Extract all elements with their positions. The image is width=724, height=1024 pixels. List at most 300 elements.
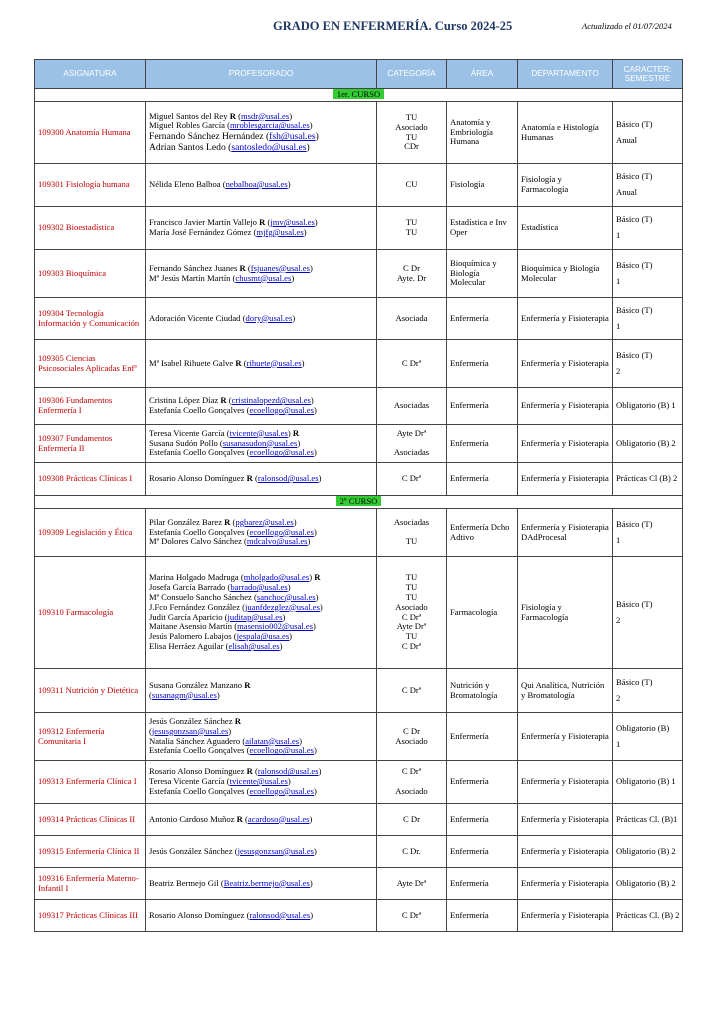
category-value: C Dr. — [402, 845, 421, 856]
area-cell: Enfermería — [447, 761, 518, 804]
caracter-value: Básico (T) — [616, 676, 653, 687]
professor-line: Mª Consuelo Sancho Sánchez (sanchoc@usal.es) — [149, 591, 319, 602]
professor-line: Teresa Vicente García (tvicente@usal.es) R — [149, 427, 300, 438]
table-row — [35, 761, 683, 804]
area-cell: Farmacología — [447, 557, 518, 669]
col-area: ÁREA — [447, 60, 518, 89]
caracter-value: Prácticas Cl (B) 2 — [616, 473, 678, 484]
professor-email-link[interactable]: santosledo@usal.es — [231, 142, 307, 154]
professors-cell — [146, 557, 377, 669]
category-cell — [377, 836, 447, 868]
professor-email-link[interactable]: rihuete@usal.es — [246, 357, 302, 368]
professor-email-link[interactable]: mholgado@usal.es — [243, 572, 310, 582]
professor-line: María José Fernández Gómez (mjfg@usal.es) — [149, 227, 307, 237]
subject-cell: 109304 Tecnología Información y Comunicación — [35, 298, 146, 340]
professor-name: Estefanía Coello Gonçalves — [149, 785, 245, 796]
area-cell: Enfermería — [447, 425, 518, 463]
category-cell — [377, 900, 447, 932]
caracter-cell — [613, 463, 683, 496]
professor-name: Mª Consuelo Sancho Sánchez — [149, 591, 252, 602]
professor-email-link[interactable]: mdcalvo@usal.es — [246, 536, 308, 547]
professor-line: Mª Jesús Martín Martín (chusmt@usal.es) — [149, 272, 295, 283]
caracter-cell — [613, 509, 683, 557]
category-value: Asociado — [395, 601, 428, 612]
responsible-mark: R — [246, 473, 253, 484]
professor-name: Mª Dolores Calvo Sánchez — [149, 536, 242, 547]
professor-name: Mª Isabel Rihuete Galve — [149, 357, 234, 368]
department-cell: Enfermería y Fisioterapia — [518, 713, 613, 761]
caracter-value: Prácticas Cl. (B) 2 — [616, 909, 680, 920]
caracter-cell — [613, 164, 683, 207]
caracter-cell — [613, 836, 683, 868]
department-cell: Enfermería y Fisioterapia — [518, 900, 613, 932]
professors-cell — [146, 836, 377, 868]
course-label: 1er. CURSO — [333, 89, 384, 99]
professor-name: Cristina López Díaz — [149, 395, 219, 406]
category-cell — [377, 761, 447, 804]
professor-name: Josefa García Barrado — [149, 581, 226, 592]
category-value: C Dr — [403, 262, 420, 273]
table-row — [35, 804, 683, 836]
professors-cell — [146, 340, 377, 388]
category-value: C Drª — [401, 766, 422, 777]
professor-email-link[interactable]: elisah@usal.es — [228, 641, 280, 652]
professor-line: Adrian Santos Ledo (santosledo@usal.es) — [149, 142, 310, 154]
caracter-cell — [613, 250, 683, 298]
professor-name: Estefanía Coello Gonçalves — [149, 526, 245, 537]
professor-line: Mª Isabel Rihuete Galve R (rihuete@usal.es) — [149, 357, 305, 368]
responsible-mark: R — [236, 813, 243, 824]
area-cell: Enfermería — [447, 340, 518, 388]
subject-cell: 109307 Fundamentos Enfermería II — [35, 425, 146, 463]
table-row — [35, 298, 683, 340]
professor-email-link[interactable]: Beatriz.bermejo@usal.es — [223, 877, 310, 888]
semestre-value: 1 — [616, 738, 621, 749]
subject-cell: 109310 Farmacología — [35, 557, 146, 669]
caracter-cell — [613, 804, 683, 836]
semestre-value: 2 — [616, 692, 621, 703]
professor-name: Adrian Santos Ledo — [149, 142, 226, 154]
category-value: TU — [405, 581, 418, 592]
professor-name: Rosario Alonso Domínguez — [149, 473, 245, 484]
responsible-mark: R — [239, 262, 246, 273]
professor-name: Susana González Manzano — [149, 679, 243, 690]
subject-cell: 109301 Fisiología humana — [35, 164, 146, 207]
professor-name: Estefanía Coello Gonçalves — [149, 745, 245, 756]
department-cell: Enfermería y Fisioterapia — [518, 868, 613, 900]
table-row — [35, 836, 683, 868]
professor-email-link[interactable]: jespala@usa.es — [236, 631, 290, 642]
professor-email-link[interactable]: ecoellogo@usal.es — [249, 405, 314, 415]
professor-name: Francisco Javier Martín Vallejo — [149, 217, 257, 228]
professor-email-link[interactable]: juditap@usal.es — [227, 611, 283, 622]
department-cell: Enfermería y Fisioterapia — [518, 388, 613, 425]
professor-email-link[interactable]: jesusgonzsan@usal.es — [151, 725, 229, 736]
professors-cell — [146, 669, 377, 713]
professor-line: Cristina López Díaz R (cristinalopezd@usal.es) — [149, 395, 314, 406]
subject-cell: 109314 Prácticas Clínicas II — [35, 804, 146, 836]
caracter-cell — [613, 557, 683, 669]
professor-email-link[interactable]: acardoso@usal.es — [247, 813, 310, 824]
category-value: C Drª — [401, 909, 422, 920]
semestre-value: Anual — [616, 134, 638, 145]
caracter-value: Obligatorio (B) 2 — [616, 437, 676, 448]
professor-email-link[interactable]: mjfg@usal.es — [256, 227, 304, 237]
category-cell — [377, 164, 447, 207]
professor-line: Estefanía Coello Gonçalves (ecoellogo@usal.es) — [149, 785, 317, 796]
category-cell — [377, 388, 447, 425]
area-cell: Enfermería — [447, 868, 518, 900]
professor-name: María José Fernández Gómez — [149, 227, 252, 237]
caracter-cell — [613, 868, 683, 900]
professor-email-link[interactable]: ailatan@usal.es — [245, 735, 300, 746]
department-cell: Enfermería y Fisioterapia — [518, 298, 613, 340]
caracter-value: Básico (T) — [616, 598, 653, 609]
professor-email-link[interactable]: cristinalopezd@usal.es — [231, 395, 311, 406]
caracter-cell — [613, 298, 683, 340]
professor-email-link[interactable]: tvicente@usal.es — [229, 427, 288, 438]
professor-line: Miguel Santos del Rey R (msdr@usal.es) — [149, 110, 293, 121]
professor-name: Antonio Cardoso Muñoz — [149, 813, 235, 824]
category-cell — [377, 463, 447, 496]
category-value: TU — [405, 536, 418, 547]
professor-email-link[interactable]: susanasudon@usal.es — [222, 437, 298, 448]
area-cell: Enfermería — [447, 804, 518, 836]
area-cell: Enfermería — [447, 900, 518, 932]
professor-line: Fernando Sánchez Juanes R (fsjuanes@usal.es) — [149, 262, 313, 273]
department-cell: Enfermería y Fisioterapia — [518, 804, 613, 836]
professor-name: Miguel Robles García — [149, 120, 225, 131]
professor-email-link[interactable]: ralonsod@usal.es — [257, 766, 319, 777]
department-cell: Estadística — [518, 207, 613, 250]
area-cell: Enfermería — [447, 836, 518, 868]
table-row — [35, 425, 683, 463]
category-value: Asociado — [395, 735, 428, 746]
category-value: C Dr — [403, 725, 420, 736]
subject-cell: 109315 Enfermería Clínica II — [35, 836, 146, 868]
area-cell: Enfermería — [447, 388, 518, 425]
subjects-table — [34, 59, 683, 932]
table-row — [35, 207, 683, 250]
department-cell: Enfermería y Fisioterapia — [518, 463, 613, 496]
category-value: Ayte Drª — [396, 877, 427, 888]
professor-line: Beatriz Bermejo Gil (Beatriz.bermejo@usal.es) — [149, 877, 313, 888]
professor-name: Miguel Santos del Rey — [149, 110, 228, 121]
professor-line: Rosario Alonso Domínguez (ralonsod@usal.es) — [149, 909, 314, 920]
professor-email-link[interactable]: ecoellogo@usal.es — [249, 745, 314, 756]
professor-name: Teresa Vicente García — [149, 776, 225, 787]
category-value: C Drª — [401, 684, 422, 695]
professor-name: Rosario Alonso Domínguez — [149, 766, 245, 777]
caracter-cell — [613, 340, 683, 388]
professor-name: Nélida Eleno Balboa — [149, 179, 221, 190]
category-value: C Drª — [401, 611, 422, 622]
professor-name: Mª Jesús Martín Martín — [149, 272, 231, 283]
caracter-value: Obligatorio (B) 2 — [616, 845, 676, 856]
semestre-value: 1 — [616, 534, 621, 545]
professor-name: Beatriz Bermejo Gil — [149, 877, 219, 888]
professor-line: Rosario Alonso Domínguez R (ralonsod@usal.es) — [149, 473, 322, 484]
professor-line: Antonio Cardoso Muñoz R (acardoso@usal.es) — [149, 813, 313, 824]
category-value: C Drª — [401, 473, 422, 484]
professor-name: Fernando Sánchez Juanes — [149, 262, 238, 273]
professor-line: Miguel Robles García (mroblesgarcia@usal.es) — [149, 120, 313, 131]
subject-cell: 109309 Legislación y Ética — [35, 509, 146, 557]
caracter-cell — [613, 207, 683, 250]
category-value: Asociadas — [393, 400, 430, 411]
category-value: TU — [405, 227, 418, 237]
area-cell: Estadística e Inv Oper — [447, 207, 518, 250]
caracter-cell — [613, 669, 683, 713]
professors-cell — [146, 298, 377, 340]
professor-name: Adoración Vicente Ciudad — [149, 312, 241, 323]
category-value: Asociada — [395, 312, 428, 323]
responsible-mark: R — [224, 516, 231, 527]
professor-line: Maitane Asensio Martín (masensio002@usal.es) — [149, 621, 316, 632]
professors-cell — [146, 804, 377, 836]
caracter-value: Básico (T) — [616, 259, 653, 270]
subject-cell: 109302 Bioestadística — [35, 207, 146, 250]
semestre-value: Anual — [616, 187, 638, 197]
professor-email-link[interactable]: ecoellogo@usal.es — [249, 526, 314, 537]
professors-cell — [146, 388, 377, 425]
professor-line: Jesús González Sánchez (jesusgonzsan@usal.es) — [149, 845, 317, 856]
category-value: Ayte. Dr — [396, 272, 427, 283]
professor-line: Nélida Eleno Balboa (nebalboa@usal.es) — [149, 179, 291, 190]
category-value: Asociado — [395, 121, 428, 132]
category-cell — [377, 250, 447, 298]
professor-name: Fernando Sánchez Hernández — [149, 131, 264, 143]
responsible-mark: R — [244, 679, 251, 690]
category-value: C Dr — [403, 813, 420, 824]
subject-cell: 109303 Bioquímica — [35, 250, 146, 298]
professor-line: Francisco Javier Martín Vallejo R (jmv@usal.es) — [149, 217, 318, 228]
professor-line: Natalia Sánchez Aguadero (ailatan@usal.es) — [149, 735, 303, 746]
responsible-mark: R — [234, 715, 241, 726]
department-cell: Enfermería y Fisioterapia — [518, 340, 613, 388]
category-cell — [377, 804, 447, 836]
department-cell: Enfermería y Fisioterapia — [518, 836, 613, 868]
subject-cell: 109317 Prácticas Clínicas III — [35, 900, 146, 932]
professor-line: Fernando Sánchez Hernández (fsh@usal.es) — [149, 131, 319, 143]
professor-email-link[interactable]: mroblesgarcia@usal.es — [229, 120, 310, 131]
category-value: TU — [405, 217, 418, 228]
subject-cell: 109305 Ciencias Psicosociales Aplicadas Enfª — [35, 340, 146, 388]
professor-email-link[interactable]: chusmt@usal.es — [235, 272, 292, 283]
subject-cell: 109308 Prácticas Clínicas I — [35, 463, 146, 496]
professors-cell — [146, 102, 377, 164]
table-row — [35, 463, 683, 496]
subject-cell: 109313 Enfermería Clínica I — [35, 761, 146, 804]
category-value: Asociado — [395, 785, 428, 796]
semestre-value: 2 — [616, 365, 621, 376]
table-row — [35, 340, 683, 388]
professor-name: Natalia Sánchez Aguadero — [149, 735, 241, 746]
professors-cell — [146, 761, 377, 804]
professor-email-link[interactable]: ecoellogo@usal.es — [249, 447, 314, 458]
professor-line: Josefa García Barrado (barrado@usal.es) — [149, 581, 291, 592]
category-value: CU — [405, 179, 418, 190]
caracter-value: Básico (T) — [616, 518, 653, 529]
responsible-mark: R — [246, 766, 253, 777]
professor-line: Estefanía Coello Gonçalves (ecoellogo@usal.es) — [149, 405, 317, 415]
caracter-value: Básico (T) — [616, 349, 653, 360]
professor-line: Estefanía Coello Gonçalves (ecoellogo@usal.es) — [149, 526, 317, 537]
professor-name: Estefanía Coello Gonçalves — [149, 405, 245, 415]
responsible-mark: R — [220, 395, 227, 406]
department-cell: Enfermería y Fisioterapia DAdProcesal — [518, 509, 613, 557]
table-row — [35, 713, 683, 761]
professor-email-link[interactable]: ralonsod@usal.es — [249, 909, 311, 920]
semestre-value: 1 — [616, 230, 621, 240]
category-value: Ayte Drª — [396, 621, 427, 632]
professor-email-link[interactable]: susanagm@usal.es — [151, 689, 217, 700]
professor-line: Elisa Herráez Aguilar (elisah@usal.es) — [149, 641, 283, 652]
professors-cell — [146, 425, 377, 463]
professor-email-link[interactable]: barrado@usal.es — [230, 581, 288, 592]
professor-name: Estefanía Coello Gonçalves — [149, 447, 245, 458]
department-cell: Fisiología y Farmacología — [518, 557, 613, 669]
professor-email-link[interactable]: msdr@usal.es — [240, 110, 290, 121]
table-row — [35, 250, 683, 298]
department-cell: Enfermería y Fisioterapia — [518, 761, 613, 804]
professor-name: Maitane Asensio Martín — [149, 621, 233, 632]
category-cell — [377, 298, 447, 340]
subject-cell: 109316 Enfermería Materno-Infantil I — [35, 868, 146, 900]
department-cell: Bioquímica y Biología Molecular — [518, 250, 613, 298]
category-value: TU — [405, 131, 418, 142]
category-value: Asociadas — [393, 447, 430, 458]
responsible-mark: R — [229, 110, 236, 121]
professor-line: Teresa Vicente García (tvicente@usal.es) — [149, 776, 291, 787]
table-row — [35, 868, 683, 900]
caracter-cell — [613, 761, 683, 804]
professor-line: Susana Sudón Pollo (susanasudon@usal.es) — [149, 437, 301, 448]
professor-email-link[interactable]: dory@usal.es — [245, 312, 293, 323]
subject-cell: 109311 Nutrición y Dietética — [35, 669, 146, 713]
caracter-value: Obligatorio (B) 2 — [616, 877, 676, 888]
professor-line: Estefanía Coello Gonçalves (ecoellogo@usal.es) — [149, 447, 317, 458]
caracter-value: Obligatorio (B) 1 — [616, 776, 676, 787]
subject-cell: 109300 Anatomía Humana — [35, 102, 146, 164]
caracter-value: Básico (T) — [616, 171, 653, 182]
professor-email-link[interactable]: pgbarez@usal.es — [235, 516, 294, 527]
table-row — [35, 900, 683, 932]
professor-email-link[interactable]: tvicente@usal.es — [229, 776, 288, 787]
category-value: C Drª — [401, 357, 422, 368]
caracter-cell — [613, 425, 683, 463]
category-value: TU — [405, 591, 418, 602]
caracter-value: Prácticas Cl. (B)1 — [616, 813, 678, 824]
caracter-value: Básico (T) — [616, 118, 653, 129]
professor-name: Jesús Palomero Labajos — [149, 631, 232, 642]
table-row — [35, 164, 683, 207]
professor-line: Rosario Alonso Domínguez R (ralonsod@usal.es) — [149, 766, 322, 777]
category-value: TU — [405, 572, 418, 582]
caracter-value: Obligatorio (B) — [616, 722, 670, 733]
professor-email-link[interactable]: jmv@usal.es — [270, 217, 315, 228]
department-cell: Qui Analítica, Nutrición y Bromatología — [518, 669, 613, 713]
professor-email-line: (jesusgonzsan@usal.es) — [149, 725, 232, 736]
category-cell — [377, 868, 447, 900]
professor-name: Rosario Alonso Domínguez — [149, 909, 245, 920]
caracter-value: Básico (T) — [616, 214, 653, 225]
professor-line: Pilar González Barez R (pgbarez@usal.es) — [149, 516, 297, 527]
professor-name: Teresa Vicente García — [149, 427, 225, 438]
category-cell — [377, 557, 447, 669]
responsible-mark: R — [259, 217, 266, 228]
header-row — [35, 60, 683, 89]
caracter-value: Básico (T) — [616, 304, 653, 315]
col-caracter-semestre: CARACTER: SEMESTRE — [613, 60, 683, 89]
updated-date: Actualizado el 01/07/2024 — [582, 21, 672, 31]
professor-name: Jesús González Sánchez — [149, 845, 233, 856]
professor-email-link[interactable]: fsh@usal.es — [269, 131, 316, 143]
table-row — [35, 669, 683, 713]
responsible-mark: R — [292, 427, 300, 438]
professor-email-link[interactable]: ralonsod@usal.es — [257, 473, 319, 484]
department-cell: Fisiología y Farmacología — [518, 164, 613, 207]
category-value: Asociadas — [393, 516, 430, 527]
professors-cell — [146, 868, 377, 900]
professor-email-link[interactable]: juanfdezglez@usal.es — [244, 601, 320, 612]
category-cell — [377, 102, 447, 164]
caracter-value: Obligatorio (B) 1 — [616, 400, 676, 411]
professor-name: Susana Sudón Pollo — [149, 437, 218, 448]
category-cell — [377, 207, 447, 250]
category-value: Ayte Drª — [396, 427, 427, 438]
area-cell: Anatomía y Embriología Humana — [447, 102, 518, 164]
course-label: 2º CURSO — [336, 496, 382, 506]
area-cell: Enfermería Dcho Adtivo — [447, 509, 518, 557]
professor-email-link[interactable]: ecoellogo@usal.es — [249, 785, 314, 796]
caracter-cell — [613, 713, 683, 761]
professor-line: Estefanía Coello Gonçalves (ecoellogo@usal.es) — [149, 745, 317, 756]
professor-email-link[interactable]: fsjuanes@usal.es — [250, 262, 310, 273]
document-title: GRADO EN ENFERMERÍA. Curso 2024-25 — [273, 19, 513, 33]
professor-email-link[interactable]: jesusgonzsan@usal.es — [237, 845, 314, 856]
professors-cell — [146, 164, 377, 207]
table-row — [35, 388, 683, 425]
semestre-value: 1 — [616, 320, 621, 331]
professors-cell — [146, 509, 377, 557]
area-cell: Nutrición y Bromatología — [447, 669, 518, 713]
professor-line: Jesús Palomero Labajos (jespala@usa.es) — [149, 631, 293, 642]
professors-cell — [146, 207, 377, 250]
professor-email-link[interactable]: nebalboa@usal.es — [225, 179, 288, 190]
category-value: TU — [405, 631, 418, 642]
semestre-value: 1 — [616, 275, 621, 286]
category-cell — [377, 713, 447, 761]
table-row — [35, 509, 683, 557]
professor-name: Pilar González Barez — [149, 516, 223, 527]
professor-line: Judit García Aparicio (juditap@usal.es) — [149, 611, 286, 622]
subject-cell: 109312 Enfermería Comunitaria I — [35, 713, 146, 761]
professor-line: J.Fco Fernández González (juanfdezglez@usal.es) — [149, 601, 323, 612]
professor-email-link[interactable]: sanchoc@usal.es — [256, 591, 316, 602]
table-row — [35, 102, 683, 164]
area-cell: Enfermería — [447, 713, 518, 761]
col-departamento: DEPARTAMENTO — [518, 60, 613, 89]
col-asignatura: ASIGNATURA — [35, 60, 146, 89]
category-cell — [377, 669, 447, 713]
professor-email-link[interactable]: masensio002@usal.es — [237, 621, 314, 632]
responsible-mark: R — [314, 572, 321, 582]
course-row — [35, 89, 683, 102]
table-row — [35, 557, 683, 669]
course-row — [35, 496, 683, 509]
col-categoria: CATEGORÍA — [377, 60, 447, 89]
